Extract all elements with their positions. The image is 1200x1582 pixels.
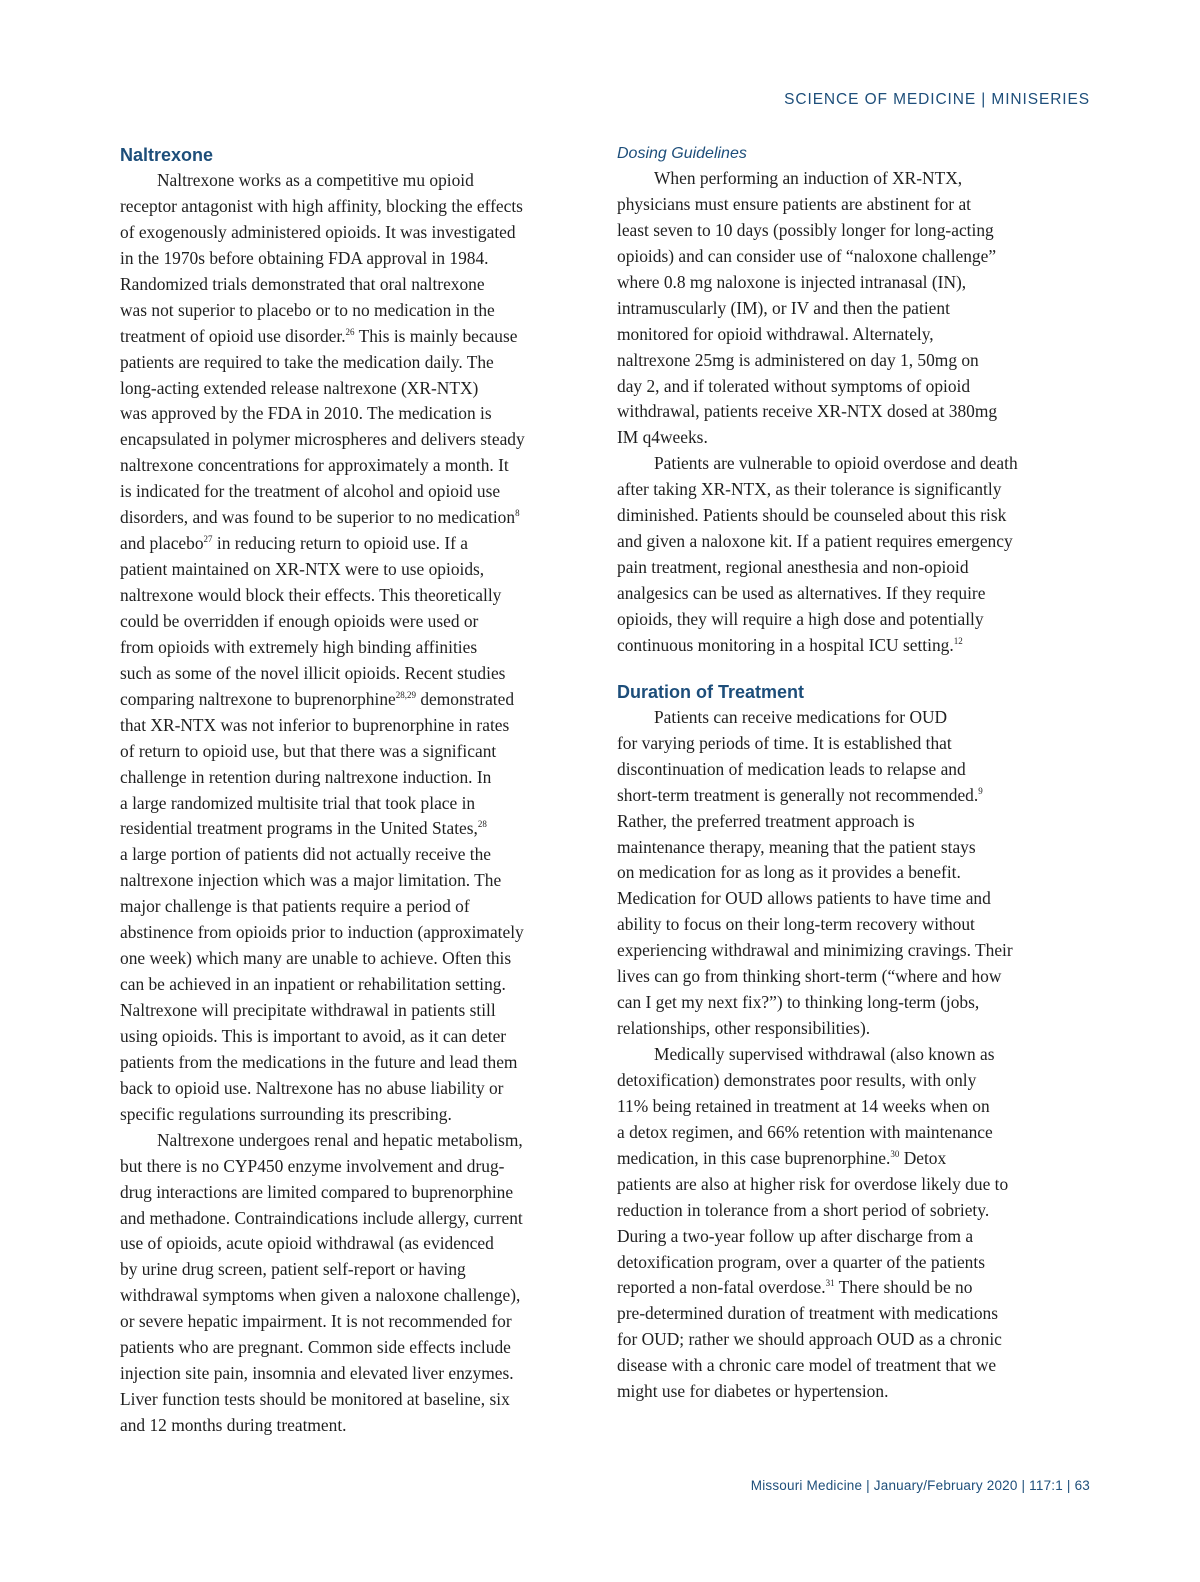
text-line: [617, 731, 1087, 757]
line-text: a detox regimen, and 66% retention with maintenance: [617, 1121, 993, 1142]
text-line: [617, 1198, 1087, 1224]
text-line: [617, 1224, 1087, 1250]
line-text: a large portion of patients did not actually receive the: [120, 844, 492, 865]
line-text: using opioids. This is important to avoid, as it can deter: [120, 1025, 507, 1046]
text-line: [120, 842, 600, 868]
citation-reference: 27: [203, 534, 213, 545]
citation-reference: 28: [477, 819, 487, 830]
line-text: short-term treatment is generally not recommended.: [617, 784, 979, 805]
text-line: [120, 1050, 600, 1076]
line-text: such as some of the novel illicit opioids. Recent studies: [120, 662, 506, 683]
line-text: long-acting extended release naltrexone (XR-NTX): [120, 377, 479, 398]
line-text: withdrawal, patients receive XR-NTX dosed at 380mg: [617, 401, 998, 422]
line-text: but there is no CYP450 enzyme involvement and drug-: [120, 1155, 505, 1176]
paragraph-group: [617, 166, 1087, 659]
text-line: [617, 218, 1087, 244]
line-text: continuous monitoring in a hospital ICU setting.: [617, 634, 954, 655]
line-text: and methadone. Contraindications include allergy, current: [120, 1207, 523, 1228]
line-text: opioids) and can consider use of “naloxone challenge”: [617, 245, 997, 266]
line-text: medication, in this case buprenorphine.: [617, 1147, 891, 1168]
line-text: encapsulated in polymer microspheres and delivers steady: [120, 429, 525, 450]
text-line: [120, 583, 600, 609]
line-text: drug interactions are limited compared to buprenorphine: [120, 1181, 514, 1202]
citation-reference: 28,29: [395, 689, 416, 700]
text-line: [120, 401, 600, 427]
text-line: [120, 1257, 600, 1283]
text-line: [617, 166, 1087, 192]
text-line: [120, 350, 600, 376]
text-line: [617, 1250, 1087, 1276]
line-text: Medically supervised withdrawal (also known as: [654, 1044, 995, 1064]
line-text-tail: There should be no: [834, 1277, 973, 1298]
text-line: [617, 607, 1087, 633]
citation-reference: 31: [825, 1278, 835, 1289]
line-text: might use for diabetes or hypertension.: [617, 1381, 889, 1402]
line-text: During a two-year follow up after discharge from a: [617, 1225, 974, 1246]
line-text: withdrawal symptoms when given a naloxone challenge),: [120, 1285, 521, 1306]
text-line: [617, 757, 1087, 783]
text-line: [617, 938, 1087, 964]
section-heading-naltrexone: Naltrexone: [120, 145, 214, 165]
subheading-dosing-guidelines: Dosing Guidelines: [617, 145, 747, 162]
line-text: pain treatment, regional anesthesia and non-opioid: [617, 557, 969, 578]
text-line: [617, 1042, 1087, 1068]
text-line: [120, 1231, 600, 1257]
line-text: reported a non-fatal overdose.: [617, 1277, 826, 1298]
text-line: [120, 1387, 600, 1413]
text-line: [617, 912, 1087, 938]
line-text: was approved by the FDA in 2010. The medication is: [120, 403, 492, 424]
line-text: discontinuation of medication leads to relapse and: [617, 758, 966, 779]
line-text: back to opioid use. Naltrexone has no abuse liability or: [120, 1077, 504, 1098]
line-text: of exogenously administered opioids. It was investigated: [120, 221, 516, 242]
line-text: naltrexone would block their effects. This theoretically: [120, 585, 502, 605]
text-line: [120, 1076, 600, 1102]
line-text: abstinence from opioids prior to induction (approximately: [120, 922, 524, 943]
line-text-tail: in reducing return to opioid use. If a: [212, 533, 469, 554]
text-line: [120, 920, 600, 946]
line-text: after taking XR-NTX, as their tolerance is significantly: [617, 479, 1002, 500]
text-line: [120, 609, 600, 635]
line-text: 11% being retained in treatment at 14 weeks when on: [617, 1095, 990, 1116]
line-text: major challenge is that patients require a period of: [120, 896, 470, 917]
text-line: [617, 783, 1087, 809]
line-text: was not superior to placebo or to no medication in the: [120, 299, 495, 320]
text-line: [617, 581, 1087, 607]
text-line: [120, 427, 600, 453]
line-text: Naltrexone works as a competitive mu opioid: [157, 170, 474, 190]
line-text: could be overridden if enough opioids were used or: [120, 610, 479, 631]
line-text: intramuscularly (IM), or IV and then the patient: [617, 297, 950, 318]
citation-reference: 9: [978, 785, 983, 796]
text-line: [617, 555, 1087, 581]
line-text: receptor antagonist with high affinity, blocking the effects: [120, 195, 523, 216]
text-line: [120, 194, 600, 220]
line-text: one week) which many are unable to achieve. Often this: [120, 948, 512, 969]
text-line: [120, 635, 600, 661]
text-line: [617, 322, 1087, 348]
line-text: lives can go from thinking short-term (“where and how: [617, 966, 1002, 987]
left-column: [120, 142, 600, 1439]
text-line: [617, 1016, 1087, 1042]
line-text: that XR-NTX was not inferior to buprenorphine in rates: [120, 714, 510, 735]
text-line: [120, 246, 600, 272]
line-text: where 0.8 mg naloxone is injected intranasal (IN),: [617, 271, 967, 292]
text-line: [120, 376, 600, 402]
line-text: opioids, they will require a high dose and potentially: [617, 608, 984, 629]
text-line: [120, 1128, 600, 1154]
paragraph: [617, 451, 1087, 659]
text-line: [120, 1413, 600, 1439]
line-text: least seven to 10 days (possibly longer for long-acting: [617, 219, 994, 240]
text-line: [120, 505, 600, 531]
text-line: [617, 964, 1087, 990]
text-line: [120, 1154, 600, 1180]
text-line: [617, 886, 1087, 912]
line-text: diminished. Patients should be counseled about this risk: [617, 505, 1007, 526]
text-line: [617, 1172, 1087, 1198]
line-text: disease with a chronic care model of treatment that we: [617, 1355, 997, 1376]
text-line: [617, 835, 1087, 861]
text-line: [120, 298, 600, 324]
line-text: and given a naloxone kit. If a patient requires emergency: [617, 531, 1013, 552]
line-text: IM q4weeks.: [617, 427, 708, 448]
line-text: or severe hepatic impairment. It is not recommended for: [120, 1311, 512, 1332]
line-text: naltrexone concentrations for approximately a month. It: [120, 455, 509, 476]
line-text: patients are required to take the medication daily. The: [120, 351, 494, 372]
text-line: [120, 687, 600, 713]
line-text: Medication for OUD allows patients to have time and: [617, 888, 991, 909]
text-line: [617, 1146, 1087, 1172]
text-line: [617, 296, 1087, 322]
line-text: pre-determined duration of treatment with medications: [617, 1303, 999, 1324]
paragraph: [120, 168, 600, 1128]
text-line: [617, 633, 1087, 659]
line-text: detoxification program, over a quarter of the patients: [617, 1251, 985, 1272]
text-line: [120, 1309, 600, 1335]
line-text: Randomized trials demonstrated that oral naltrexone: [120, 273, 485, 294]
line-text: naltrexone injection which was a major limitation. The: [120, 870, 502, 891]
text-line: [617, 451, 1087, 477]
citation-reference: 12: [953, 635, 963, 646]
text-line: [617, 192, 1087, 218]
line-text: from opioids with extremely high binding affinities: [120, 636, 478, 657]
line-text: physicians must ensure patients are abstinent for at: [617, 193, 971, 214]
line-text: day 2, and if tolerated without symptoms of opioid: [617, 375, 971, 396]
paragraph-group: [120, 168, 600, 1439]
line-text: patients who are pregnant. Common side effects include: [120, 1337, 511, 1358]
text-line: [120, 894, 600, 920]
page-footer: Missouri Medicine | January/February 2020 | 117:1 | 63: [750, 1478, 1090, 1493]
text-line: [120, 1206, 600, 1232]
right-column: [617, 142, 1087, 1405]
line-text: Patients are vulnerable to opioid overdose and death: [654, 453, 1018, 474]
text-line: [120, 1180, 600, 1206]
line-text: challenge in retention during naltrexone induction. In: [120, 766, 492, 787]
line-text: naltrexone 25mg is administered on day 1, 50mg on: [617, 349, 979, 370]
line-text: patients are also at higher risk for overdose likely due to: [617, 1173, 1009, 1194]
text-line: [617, 529, 1087, 555]
line-text: Naltrexone undergoes renal and hepatic metabolism,: [157, 1129, 523, 1150]
line-text: analgesics can be used as alternatives. If they require: [617, 583, 986, 603]
text-line: [120, 791, 600, 817]
paragraph: [617, 705, 1087, 1042]
line-text: maintenance therapy, meaning that the patient stays: [617, 836, 976, 857]
text-line: [120, 998, 600, 1024]
paragraph: [120, 1128, 600, 1439]
text-line: [617, 348, 1087, 374]
line-text: ability to focus on their long-term recovery without: [617, 914, 975, 935]
line-text: monitored for opioid withdrawal. Alternately,: [617, 323, 934, 344]
line-text: treatment of opioid use disorder.: [120, 325, 346, 346]
text-line: [120, 220, 600, 246]
text-line: [120, 324, 600, 350]
running-header: SCIENCE OF MEDICINE | MINISERIES: [784, 91, 1090, 108]
line-text: on medication for as long as it provides a benefit.: [617, 862, 961, 883]
paragraph: [617, 1042, 1087, 1405]
line-text: injection site pain, insomnia and elevated liver enzymes.: [120, 1363, 514, 1384]
line-text: relationships, other responsibilities).: [617, 1018, 871, 1039]
line-text: can be achieved in an inpatient or rehabilitation setting.: [120, 974, 506, 995]
line-text: detoxification) demonstrates poor results, with only: [617, 1069, 977, 1090]
text-line: [617, 399, 1087, 425]
text-line: [617, 270, 1087, 296]
line-text: Rather, the preferred treatment approach is: [617, 810, 915, 831]
line-text-tail: demonstrated: [416, 688, 515, 709]
line-text: is indicated for the treatment of alcohol and opioid use: [120, 481, 501, 502]
text-line: [120, 972, 600, 998]
text-line: [617, 1353, 1087, 1379]
text-line: [120, 168, 600, 194]
citation-reference: 30: [890, 1148, 900, 1159]
text-line: [120, 453, 600, 479]
citation-reference: 8: [515, 508, 520, 519]
line-text: reduction in tolerance from a short period of sobriety.: [617, 1199, 990, 1220]
paragraph: [617, 166, 1087, 451]
text-line: [120, 739, 600, 765]
text-line: [617, 374, 1087, 400]
text-line: [120, 1102, 600, 1128]
line-text: comparing naltrexone to buprenorphine: [120, 688, 396, 709]
text-line: [617, 1068, 1087, 1094]
text-line: [120, 661, 600, 687]
line-text: in the 1970s before obtaining FDA approval in 1984.: [120, 247, 489, 268]
text-line: [617, 1301, 1087, 1327]
citation-reference: 26: [345, 326, 355, 337]
line-text: residential treatment programs in the United States,: [120, 818, 478, 839]
text-line: [120, 946, 600, 972]
text-line: [120, 272, 600, 298]
text-line: [617, 1275, 1087, 1301]
text-line: [617, 244, 1087, 270]
text-line: [617, 503, 1087, 529]
text-line: [617, 477, 1087, 503]
line-text: can I get my next fix?”) to thinking long-term (jobs,: [617, 992, 980, 1013]
text-line: [617, 860, 1087, 886]
text-line: [120, 1283, 600, 1309]
text-line: [617, 1094, 1087, 1120]
text-line: [617, 1379, 1087, 1405]
line-text: Liver function tests should be monitored at baseline, six: [120, 1389, 510, 1410]
line-text: by urine drug screen, patient self-report or having: [120, 1259, 466, 1280]
line-text: patients from the medications in the future and lead them: [120, 1051, 518, 1072]
text-line: [617, 425, 1087, 451]
line-text: and 12 months during treatment.: [120, 1415, 347, 1435]
line-text: experiencing withdrawal and minimizing cravings. Their: [617, 940, 1013, 961]
line-text: use of opioids, acute opioid withdrawal (as evidenced: [120, 1233, 494, 1254]
paragraph-group: [617, 705, 1087, 1405]
text-line: [120, 816, 600, 842]
text-line: [617, 1327, 1087, 1353]
line-text: of return to opioid use, but that there was a significant: [120, 740, 497, 761]
line-text: for varying periods of time. It is established that: [617, 732, 952, 753]
line-text: a large randomized multisite trial that took place in: [120, 792, 476, 813]
text-line: [120, 531, 600, 557]
line-text-tail: This is mainly because: [354, 325, 518, 346]
line-text: Naltrexone will precipitate withdrawal in patients still: [120, 1000, 496, 1020]
line-text: Patients can receive medications for OUD: [654, 706, 948, 727]
line-text-tail: Detox: [899, 1147, 947, 1168]
line-text: disorders, and was found to be superior to no medication: [120, 507, 516, 528]
line-text: for OUD; rather we should approach OUD as a chronic: [617, 1329, 1002, 1350]
text-line: [120, 1361, 600, 1387]
text-line: [120, 479, 600, 505]
section-heading-duration: Duration of Treatment: [617, 681, 805, 702]
text-line: [120, 1335, 600, 1361]
text-line: [120, 713, 600, 739]
text-line: [120, 765, 600, 791]
text-line: [120, 1024, 600, 1050]
line-text: specific regulations surrounding its prescribing.: [120, 1103, 452, 1124]
text-line: [617, 990, 1087, 1016]
text-line: [617, 705, 1087, 731]
text-line: [617, 1120, 1087, 1146]
text-line: [120, 557, 600, 583]
line-text: When performing an induction of XR-NTX,: [654, 168, 963, 188]
text-line: [617, 809, 1087, 835]
line-text: and placebo: [120, 533, 204, 554]
text-line: [120, 868, 600, 894]
line-text: patient maintained on XR-NTX were to use opioids,: [120, 559, 485, 580]
